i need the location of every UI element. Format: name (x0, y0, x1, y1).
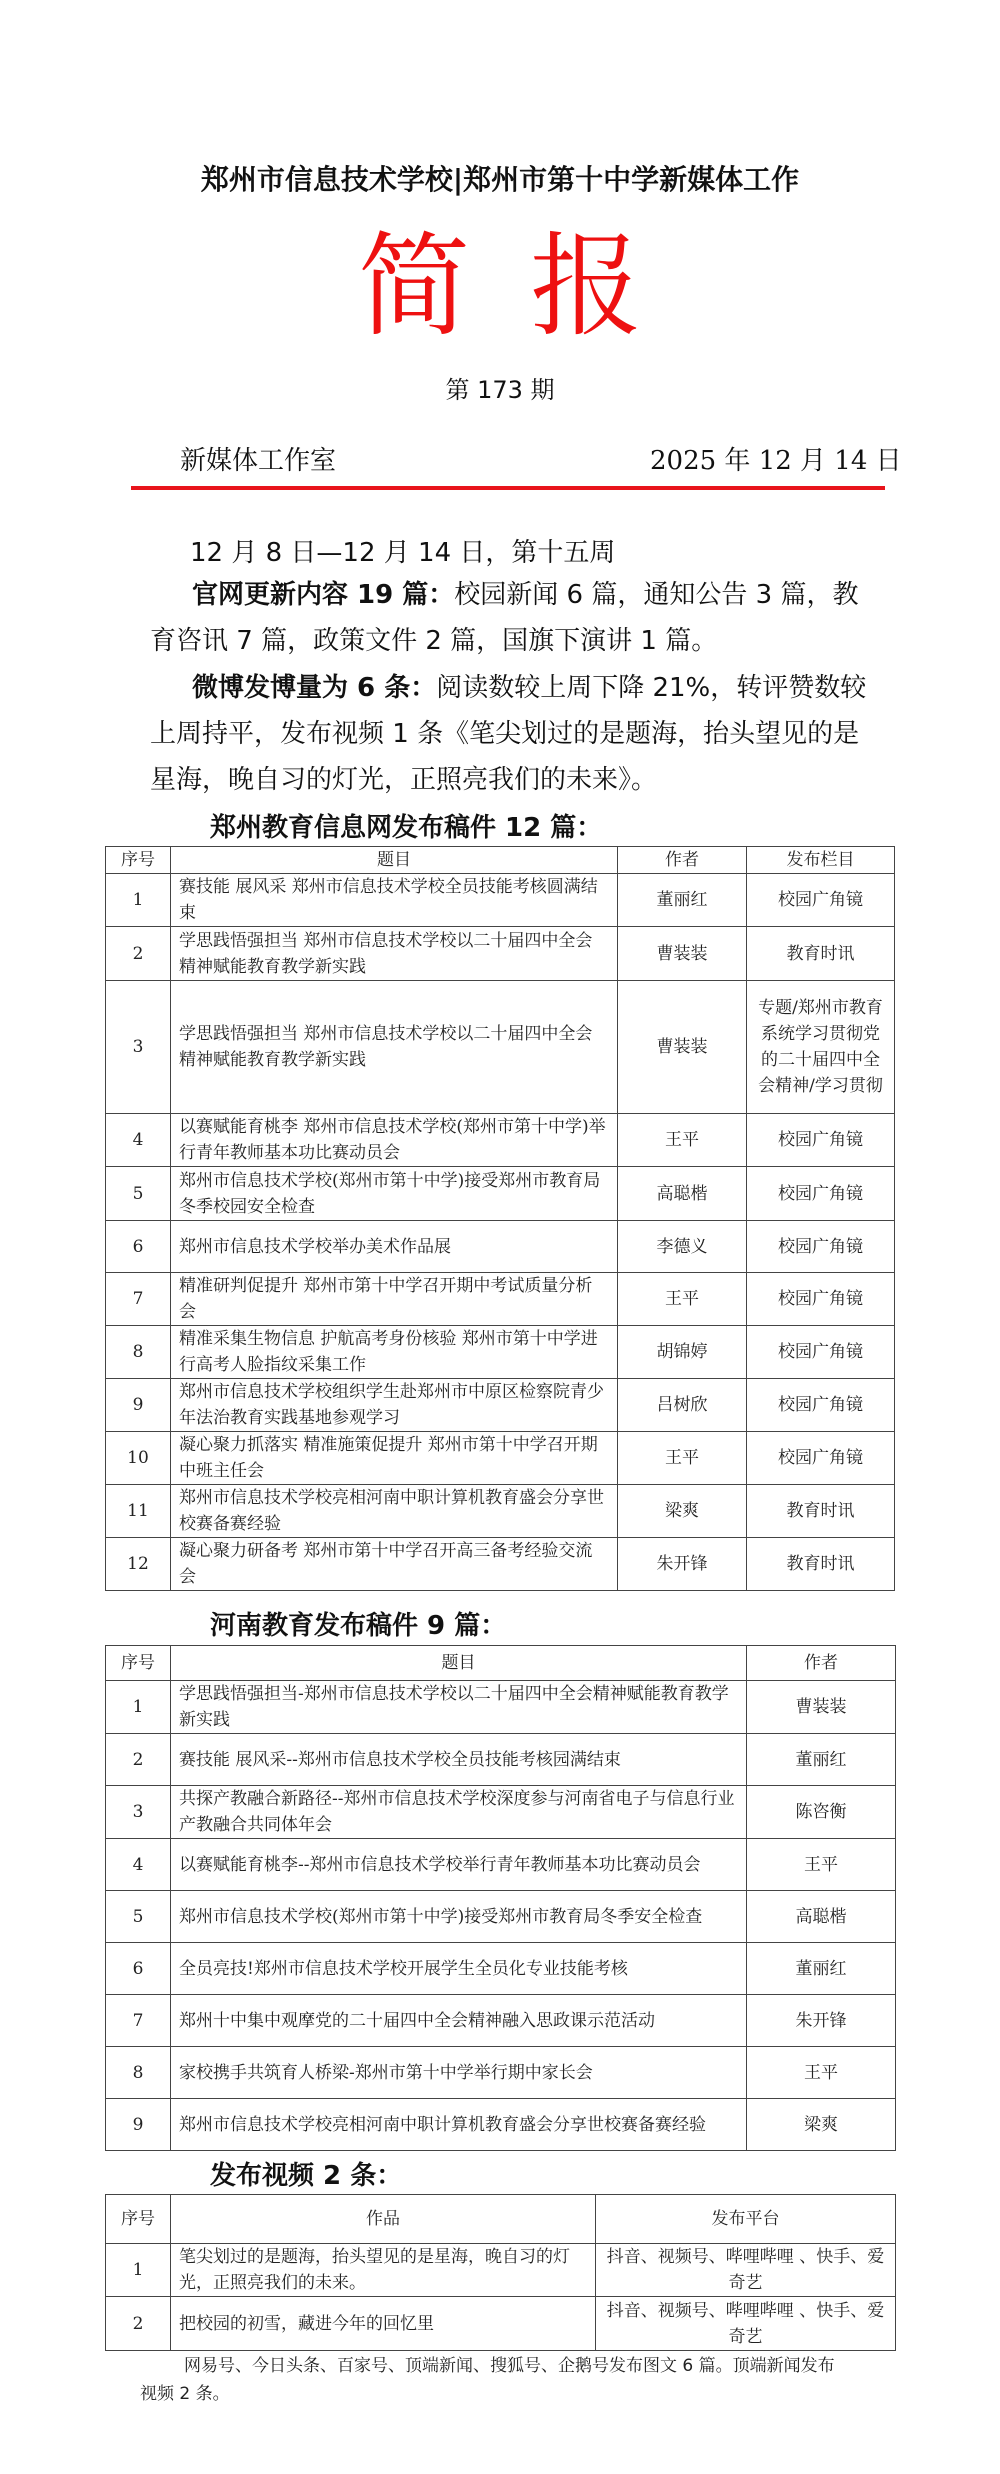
cell-column: 校园广角镜 (747, 1273, 895, 1326)
office-name: 新媒体工作室 (180, 446, 337, 476)
cell-no: 2 (106, 1734, 171, 1786)
website-summary-lead: 官网更新内容 19 篇： (192, 580, 455, 610)
cell-author: 李德义 (618, 1221, 747, 1273)
table-row (106, 981, 895, 1114)
cell-author: 董丽红 (747, 1734, 896, 1786)
table-row (106, 1943, 896, 1995)
cell-title: 赛技能 展风采 郑州市信息技术学校全员技能考核圆满结束 (171, 874, 618, 927)
cell-title: 郑州市信息技术学校举办美术作品展 (171, 1221, 618, 1273)
cell-no: 12 (106, 1538, 171, 1591)
cell-author: 陈咨衡 (747, 1786, 896, 1839)
cell-title: 郑州市信息技术学校亮相河南中职计算机教育盛会分享世校赛备赛经验 (171, 2099, 747, 2151)
website-summary (150, 572, 880, 664)
cell-title: 凝心聚力抓落实 精准施策促提升 郑州市第十中学召开期中班主任会 (171, 1432, 618, 1485)
cell-author: 朱开锋 (747, 1995, 896, 2047)
table-row (106, 1681, 896, 1734)
cell-no: 8 (106, 2047, 171, 2099)
table-row (106, 1221, 895, 1273)
table-row (106, 927, 895, 981)
cell-no: 3 (106, 1786, 171, 1839)
col-header-no: 序号 (106, 1646, 171, 1681)
cell-author: 曹装装 (618, 981, 747, 1114)
col-header-author: 作者 (618, 847, 747, 874)
cell-author: 王平 (618, 1273, 747, 1326)
cell-title: 学思践悟强担当 郑州市信息技术学校以二十届四中全会精神赋能教育教学新实践 (171, 927, 618, 981)
cell-column: 校园广角镜 (747, 1379, 895, 1432)
cell-no: 9 (106, 2099, 171, 2151)
issue-number: 第 173 期 (445, 376, 555, 404)
cell-column: 教育时讯 (747, 1538, 895, 1591)
cell-no: 4 (106, 1114, 171, 1167)
cell-title: 精准采集生物信息 护航高考身份核验 郑州市第十中学进行高考人脸指纹采集工作 (171, 1326, 618, 1379)
cell-title: 郑州市信息技术学校(郑州市第十中学)接受郑州市教育局冬季校园安全检查 (171, 1167, 618, 1221)
cell-author: 王平 (618, 1114, 747, 1167)
cell-author: 王平 (618, 1432, 747, 1485)
cell-no: 2 (106, 927, 171, 981)
henan-section-heading: 河南教育发布稿件 9 篇： (210, 1611, 507, 1641)
cell-column: 专题/郑州市教育系统学习贯彻党的二十届四中全会精神/学习贯彻 (747, 981, 895, 1114)
cell-author: 胡锦婷 (618, 1326, 747, 1379)
table-row (106, 2099, 896, 2151)
cell-author: 高聪楷 (747, 1891, 896, 1943)
cell-title: 以赛赋能育桃李 郑州市信息技术学校(郑州市第十中学)举行青年教师基本功比赛动员会 (171, 1114, 618, 1167)
cell-author: 董丽红 (618, 874, 747, 927)
cell-no: 7 (106, 1995, 171, 2047)
table-row (106, 1891, 896, 1943)
cell-no: 5 (106, 1167, 171, 1221)
cell-no: 10 (106, 1432, 171, 1485)
cell-author: 吕树欣 (618, 1379, 747, 1432)
table-row (106, 1839, 896, 1891)
weibo-summary-text: 阅读数较上周下降 21%，转评赞数较上周持平，发布视频 1 条《笔尖划过的是题海，抬头望见的是星海，晚自习的灯光，正照亮我们的未来》。 (150, 673, 867, 795)
col-header-author: 作者 (747, 1646, 896, 1681)
website-summary-text: 校园新闻 6 篇，通知公告 3 篇，教育咨讯 7 篇，政策文件 2 篇，国旗下演讲 1 篇。 (150, 580, 859, 656)
cell-author: 王平 (747, 2047, 896, 2099)
cell-column: 校园广角镜 (747, 1326, 895, 1379)
cell-platforms: 抖音、视频号、哔哩哔哩 、快手、爱奇艺 (596, 2244, 896, 2297)
org-title: 郑州市信息技术学校|郑州市第十中学新媒体工作 (200, 163, 800, 196)
cell-no: 9 (106, 1379, 171, 1432)
cell-author: 梁爽 (747, 2099, 896, 2151)
cell-column: 教育时讯 (747, 927, 895, 981)
cell-title: 郑州市信息技术学校组织学生赴郑州市中原区检察院青少年法治教育实践基地参观学习 (171, 1379, 618, 1432)
cell-title: 精准研判促提升 郑州市第十中学召开期中考试质量分析会 (171, 1273, 618, 1326)
table-row (106, 2244, 896, 2297)
cell-no: 6 (106, 1221, 171, 1273)
video-section-heading: 发布视频 2 条： (210, 2161, 403, 2191)
cell-no: 8 (106, 1326, 171, 1379)
cell-title: 郑州市信息技术学校亮相河南中职计算机教育盛会分享世校赛备赛经验 (171, 1485, 618, 1538)
cell-title: 学思践悟强担当 郑州市信息技术学校以二十届四中全会精神赋能教育教学新实践 (171, 981, 618, 1114)
cell-no: 2 (106, 2297, 171, 2351)
cell-author: 梁爽 (618, 1485, 747, 1538)
cell-title: 全员亮技!郑州市信息技术学校开展学生全员化专业技能考核 (171, 1943, 747, 1995)
video-table (105, 2194, 896, 2351)
weibo-summary (150, 665, 880, 803)
cell-no: 3 (106, 981, 171, 1114)
zhengzhou-articles-table (105, 846, 895, 1591)
table-row (106, 1432, 895, 1485)
table-row (106, 2047, 896, 2099)
table-row (106, 1786, 896, 1839)
cell-author: 王平 (747, 1839, 896, 1891)
cell-title: 以赛赋能育桃李--郑州市信息技术学校举行青年教师基本功比赛动员会 (171, 1839, 747, 1891)
cell-column: 校园广角镜 (747, 874, 895, 927)
cell-author: 曹装装 (618, 927, 747, 981)
col-header-title: 题目 (171, 847, 618, 874)
col-header-work: 作品 (171, 2195, 596, 2244)
cell-title: 赛技能 展风采--郑州市信息技术学校全员技能考核园满结束 (171, 1734, 747, 1786)
bulletin-title: 简报 (358, 222, 702, 352)
col-header-platform: 发布平台 (596, 2195, 896, 2244)
cell-platforms: 抖音、视频号、哔哩哔哩 、快手、爱奇艺 (596, 2297, 896, 2351)
cell-work: 笔尖划过的是题海，抬头望见的是星海，晚自习的灯光，正照亮我们的未来。 (171, 2244, 596, 2297)
table-row (106, 1995, 896, 2047)
table-row (106, 1538, 895, 1591)
cell-column: 校园广角镜 (747, 1167, 895, 1221)
footer-note-line-1: 网易号、今日头条、百家号、顶端新闻、搜狐号、企鹅号发布图文 6 篇。顶端新闻发布 (184, 2356, 835, 2376)
table-row (106, 1167, 895, 1221)
table-row (106, 1273, 895, 1326)
col-header-title: 题目 (171, 1646, 747, 1681)
cell-title: 学思践悟强担当-郑州市信息技术学校以二十届四中全会精神赋能教育教学新实践 (171, 1681, 747, 1734)
table-row (106, 1114, 895, 1167)
cell-no: 1 (106, 874, 171, 927)
cell-column: 校园广角镜 (747, 1221, 895, 1273)
issue-date: 2025 年 12 月 14 日 (650, 446, 902, 476)
red-divider (131, 486, 885, 490)
table-header-row (106, 847, 895, 874)
cell-no: 5 (106, 1891, 171, 1943)
col-header-no: 序号 (106, 2195, 171, 2244)
cell-title: 凝心聚力研备考 郑州市第十中学召开高三备考经验交流会 (171, 1538, 618, 1591)
cell-title: 共探产教融合新路径--郑州市信息技术学校深度参与河南省电子与信息行业产教融合共同体年会 (171, 1786, 747, 1839)
cell-author: 曹装装 (747, 1681, 896, 1734)
table-row (106, 1379, 895, 1432)
table-row (106, 874, 895, 927)
cell-title: 家校携手共筑育人桥梁-郑州市第十中学举行期中家长会 (171, 2047, 747, 2099)
footer-note-line-2: 视频 2 条。 (140, 2384, 230, 2404)
table-row (106, 1326, 895, 1379)
table-header-row (106, 1646, 896, 1681)
cell-no: 11 (106, 1485, 171, 1538)
col-header-column: 发布栏目 (747, 847, 895, 874)
cell-no: 4 (106, 1839, 171, 1891)
cell-column: 校园广角镜 (747, 1432, 895, 1485)
henan-articles-table (105, 1645, 896, 2151)
cell-title: 郑州市信息技术学校(郑州市第十中学)接受郑州市教育局冬季安全检查 (171, 1891, 747, 1943)
cell-author: 高聪楷 (618, 1167, 747, 1221)
table-header-row (106, 2195, 896, 2244)
cell-column: 校园广角镜 (747, 1114, 895, 1167)
cell-author: 朱开锋 (618, 1538, 747, 1591)
table-row (106, 1734, 896, 1786)
week-range: 12 月 8 日—12 月 14 日，第十五周 (190, 538, 616, 568)
cell-no: 7 (106, 1273, 171, 1326)
footer-note (140, 2352, 900, 2408)
table-row (106, 2297, 896, 2351)
col-header-no: 序号 (106, 847, 171, 874)
cell-column: 教育时讯 (747, 1485, 895, 1538)
cell-no: 1 (106, 1681, 171, 1734)
cell-title: 郑州十中集中观摩党的二十届四中全会精神融入思政课示范活动 (171, 1995, 747, 2047)
cell-work: 把校园的初雪，藏进今年的回忆里 (171, 2297, 596, 2351)
cell-no: 6 (106, 1943, 171, 1995)
zhengzhou-section-heading: 郑州教育信息网发布稿件 12 篇： (210, 813, 603, 843)
cell-author: 董丽红 (747, 1943, 896, 1995)
cell-no: 1 (106, 2244, 171, 2297)
table-row (106, 1485, 895, 1538)
weibo-summary-lead: 微博发博量为 6 条： (192, 673, 437, 703)
